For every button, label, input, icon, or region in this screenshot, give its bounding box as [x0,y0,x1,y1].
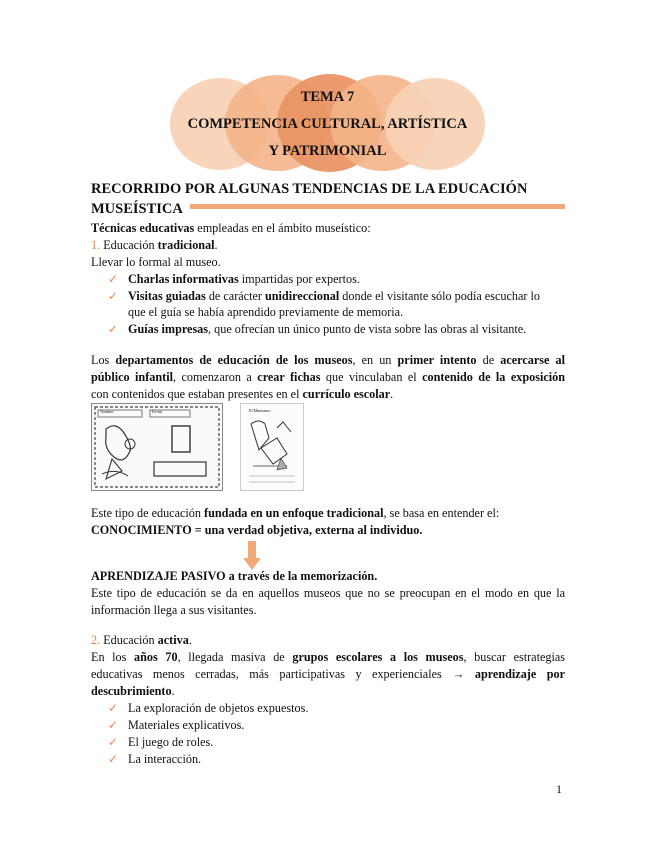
worksheet-drawing [92,404,222,490]
bullet-interaccion: ✓ La interacción. [108,752,202,766]
paragraph-4-line-1: En los años 70, llegada masiva de grupos escolares a los museos, buscar estrategias [91,650,566,664]
minotauro-drawing [241,404,303,490]
worksheet-image-2 [240,403,304,491]
worksheet-field-fecha: Fecha: [152,409,163,414]
worksheet-image-1 [91,403,223,491]
section-title-line-2: MUSEÍSTICA [91,201,183,217]
header-line-1: TEMA 7 [300,89,355,105]
paragraph-1-line-2: público infantil, comenzaron a crear fichas que vinculaban el contenido de la exposición [91,370,565,384]
bullet-guias: ✓ Guías impresas, que ofrecían un único punto de vista sobre las obras al visitante. [108,322,527,336]
paragraph-2-line-2: CONOCIMIENTO = una verdad objetiva, externa al individuo. [91,523,423,537]
bullet-charlas: ✓ Charlas informativas impartidas por expertos. [108,272,360,286]
check-icon: ✓ [108,322,119,336]
bullet-exploracion: ✓ La exploración de objetos expuestos. [108,701,309,715]
item-1-intro: Llevar lo formal al museo. [91,255,221,269]
paragraph-4-line-3: descubrimiento. [91,684,175,698]
bullet-materiales: ✓ Materiales explicativos. [108,718,245,732]
paragraph-1-line-3: con contenidos que estaban presentes en el currículo escolar. [91,387,394,401]
section-title-underline [190,204,565,209]
section-title [91,179,527,219]
paragraph-3-line-1: Este tipo de educación se da en aquellos museos que no se preocupan en el modo en que la [91,586,565,600]
down-arrow-icon [243,541,261,571]
check-icon: ✓ [108,718,119,732]
header-line-3: Y PATRIMONIAL [268,143,387,159]
header-line-2: COMPETENCIA CULTURAL, ARTÍSTICA [187,116,468,132]
section-title-line-1: RECORRIDO POR ALGUNAS TENDENCIAS DE LA EDUCACIÓN [91,181,528,197]
passive-learning: APRENDIZAJE PASIVO a través de la memorización. [91,569,378,583]
item-2-heading: 2. Educación activa. [91,633,192,647]
worksheet-title-minotauro: El Minotauro [249,408,271,413]
arrow-right-icon: → [452,667,465,681]
check-icon: ✓ [108,272,119,286]
check-icon: ✓ [108,752,119,766]
check-icon: ✓ [108,289,119,303]
check-icon: ✓ [108,735,119,749]
techniques-line: Técnicas educativas empleadas en el ámbito museístico: [91,221,371,235]
paragraph-3-line-2: información llega a sus visitantes. [91,603,257,617]
bullet-visitas-cont: que el guía se había aprendido previamente de memoria. [128,305,404,319]
paragraph-2-line-1: Este tipo de educación fundada en un enfoque tradicional, se basa en entender el: [91,506,500,520]
paragraph-4-line-2: educativas menos cerradas, más participativas y experienciales → aprendizaje por [91,667,565,681]
page-number: 1 [556,782,562,796]
worksheet-field-nombre: Nombre: [100,409,115,414]
check-icon: ✓ [108,701,119,715]
bullet-juego: ✓ El juego de roles. [108,735,214,749]
item-1-heading: 1. Educación tradicional. [91,238,218,252]
paragraph-1-line-1: Los departamentos de educación de los museos, en un primer intento de acercarse al [91,353,565,367]
bullet-visitas: ✓ Visitas guiadas de carácter unidireccional donde el visitante sólo podía escuchar lo [108,289,540,303]
